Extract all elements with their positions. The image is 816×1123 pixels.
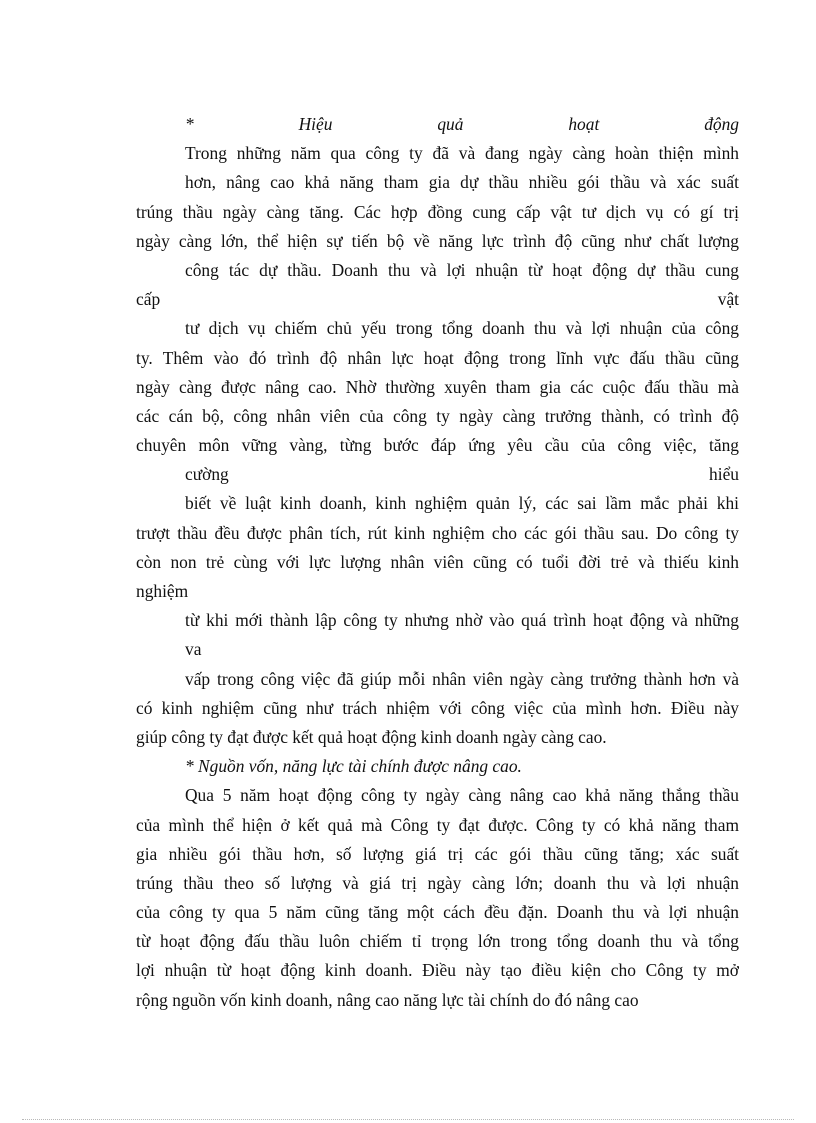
- paragraph-line: rộng nguồn vốn kinh doanh, nâng cao năng lực tài chính do đó nâng cao: [136, 989, 639, 1010]
- page-bottom-divider: [22, 1119, 794, 1120]
- paragraph-line: các cán bộ, công nhân viên của công ty ngày càng trưởng thành, có trình độ: [136, 405, 739, 426]
- paragraph-line: hơn, nâng cao khả năng tham gia dự thầu nhiều gói thầu và xác suất: [185, 172, 739, 193]
- paragraph-line: còn non trẻ cùng với lực lượng nhân viên cũng có tuổi đời trẻ và thiếu kinh: [136, 551, 739, 572]
- paragraph-line: ty. Thêm vào đó trình độ nhân lực hoạt động trong lĩnh vực đấu thầu cũng: [136, 347, 739, 368]
- paragraph-line: có kinh nghiệm cũng như trách nhiệm với công việc của mình hơn. Điều này: [136, 697, 739, 718]
- paragraph-line: chuyên môn vững vàng, từng bước đáp ứng yêu cầu của công việc, tăng: [136, 435, 739, 456]
- paragraph-line: giúp công ty đạt được kết quả hoạt động kinh doanh ngày càng cao.: [136, 726, 607, 747]
- document-body: [136, 110, 739, 1015]
- paragraph-line: công tác dự thầu. Doanh thu và lợi nhuận từ hoạt động dự thầu cung: [185, 259, 739, 280]
- paragraph-line: Trong những năm qua công ty đã và đang ngày càng hoàn thiện mình: [185, 143, 739, 164]
- paragraph-line: nghiệm: [136, 581, 189, 601]
- paragraph-line: tư dịch vụ chiếm chủ yếu trong tổng doanh thu và lợi nhuận của công: [185, 318, 739, 339]
- section-heading: * Hiệu quả hoạt động: [185, 114, 739, 134]
- paragraph-line: trượt thầu đều được phân tích, rút kinh nghiệm cho các gói thầu sau. Do công ty: [136, 522, 739, 543]
- section-subheading: * Nguồn vốn, năng lực tài chính được nâng cao.: [185, 756, 522, 777]
- paragraph-line: biết về luật kinh doanh, kinh nghiệm quản lý, các sai lầm mắc phải khi: [185, 493, 739, 514]
- paragraph-line: cấp vật: [136, 289, 739, 310]
- paragraph-line: vấp trong công việc đã giúp mỗi nhân viên ngày càng trưởng thành hơn và: [185, 668, 739, 689]
- paragraph-line: lợi nhuận từ hoạt động kinh doanh. Điều này tạo điều kiện cho Công ty mở: [136, 960, 739, 981]
- paragraph-line: từ khi mới thành lập công ty nhưng nhờ vào quá trình hoạt động và những: [185, 610, 739, 631]
- paragraph-line: từ hoạt động đấu thầu luôn chiếm tỉ trọng lớn trong tổng doanh thu và tổng: [136, 931, 739, 952]
- paragraph-line: Qua 5 năm hoạt động công ty ngày càng nâng cao khả năng thắng thầu: [185, 785, 739, 806]
- paragraph-line: ngày càng lớn, thể hiện sự tiến bộ về năng lực trình độ cũng như chất lượng: [136, 230, 739, 251]
- paragraph-line: trúng thầu ngày càng tăng. Các hợp đồng cung cấp vật tư dịch vụ có gí trị: [136, 201, 739, 222]
- paragraph-line: ngày càng được nâng cao. Nhờ thường xuyên tham gia các cuộc đấu thầu mà: [136, 376, 739, 397]
- paragraph-line: gia nhiều gói thầu hơn, số lượng giá trị các gói thầu cũng tăng; xác suất: [136, 843, 739, 864]
- paragraph-line: trúng thầu theo số lượng và giá trị ngày càng lớn; doanh thu và lợi nhuận: [136, 872, 739, 893]
- paragraph-line: cường hiểu: [185, 464, 739, 485]
- paragraph-line: của mình thể hiện ở kết quả mà Công ty đạt được. Công ty có khả năng tham: [136, 814, 739, 835]
- paragraph-line: của công ty qua 5 năm cũng tăng một cách đều đặn. Doanh thu và lợi nhuận: [136, 902, 739, 923]
- paragraph-line: va: [185, 639, 202, 660]
